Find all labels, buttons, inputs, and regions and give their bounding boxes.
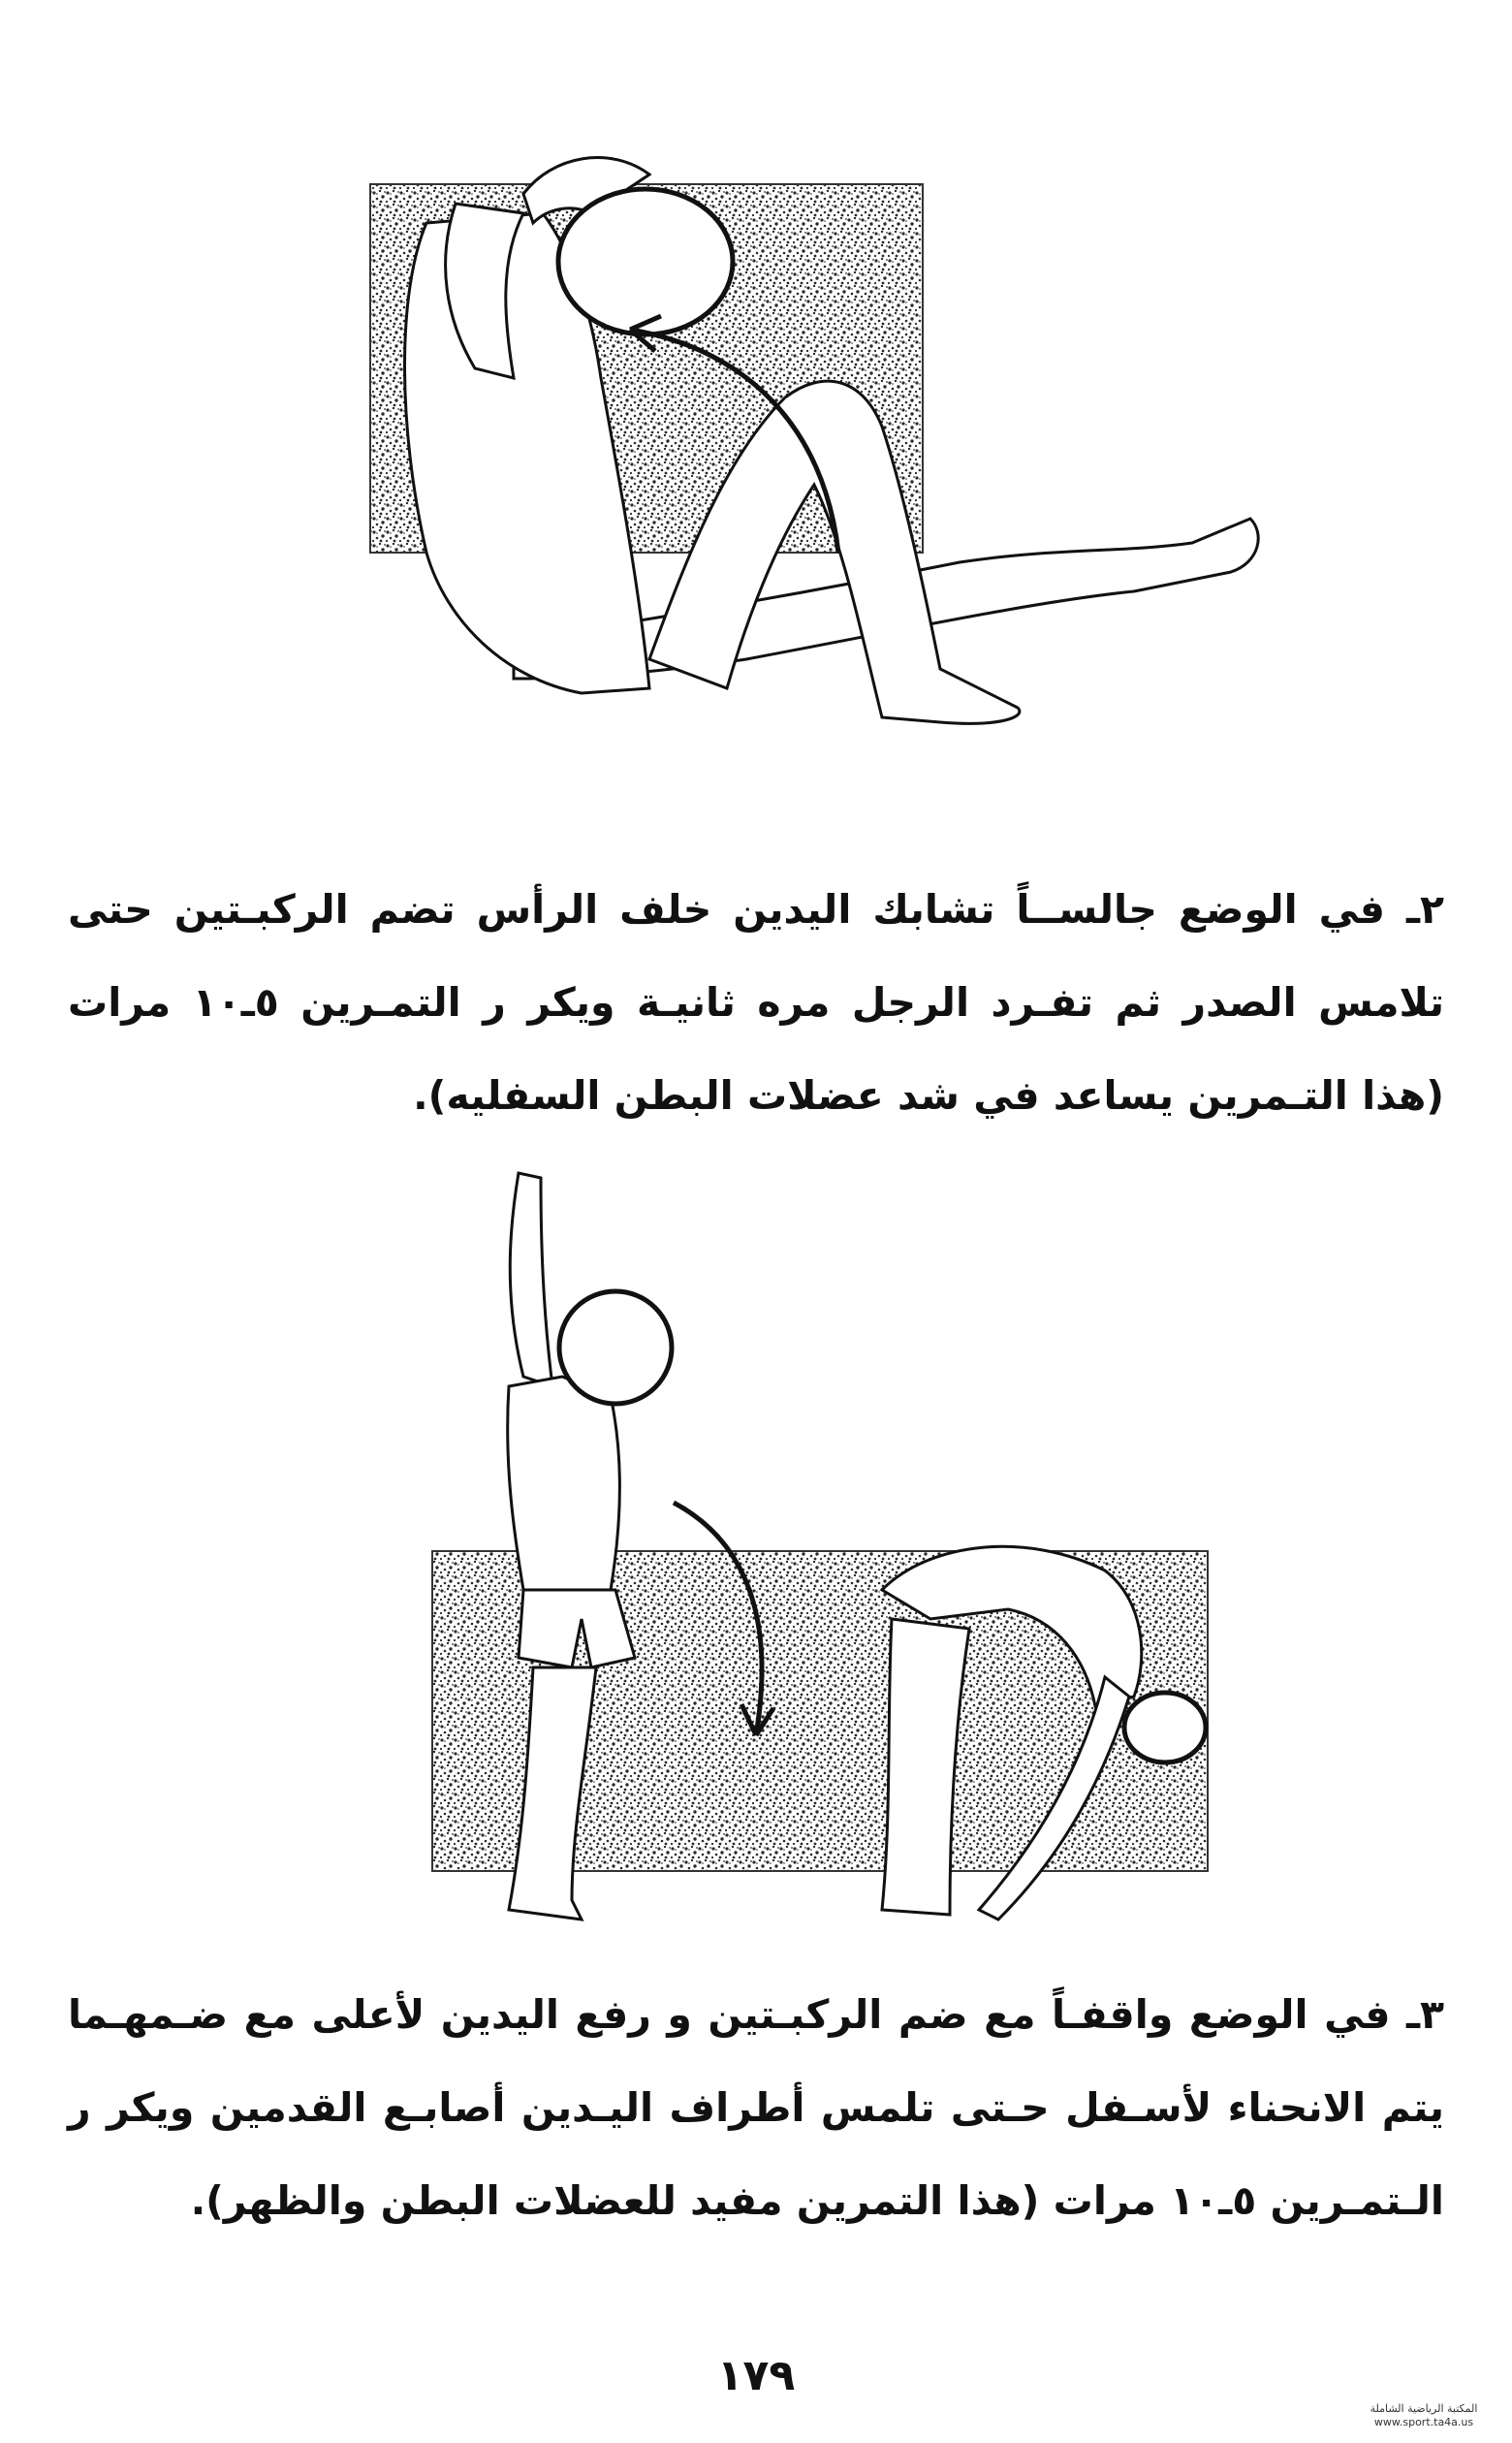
page-number: ١٧٩	[716, 2351, 796, 2400]
head-blank	[558, 189, 733, 334]
head-blank	[559, 1291, 672, 1404]
watermark-line2: www.sport.ta4a.us	[1373, 2416, 1474, 2428]
head-blank	[1124, 1693, 1206, 1762]
watermark-line1: المكتبة الرياضية الشاملة	[1370, 2402, 1478, 2415]
illustration-situp	[359, 136, 1328, 756]
watermark	[1351, 2402, 1496, 2429]
standing-figure-torso	[508, 1377, 620, 1590]
exercise-2-text: ٢ـ في الوضع جالســاً تشابك اليدين خلف الرأس تضم الركبـتين حتى تلامس الصدر ثم تفـرد الرجل مره ثانيـة ويكر ر التمـرين ٥ـ١٠ مرات (هذا التـمرين يساعد في شد عضلات البطن السفليه).	[68, 886, 1444, 1119]
exercise-3-text: ٣ـ في الوضع واقفـاً مع ضم الركبـتين و رفع اليدين لأعلى مع ضـمهـما يتم الانحناء لأسـفل حـتى تلمس أطراف اليـدين أصابـع القدمين ويكر ر الـتمـرين ٥ـ١٠ مرات (هذا التمرين مفيد للعضلات البطن والظهر).	[68, 1991, 1444, 2224]
standing-figure-arm	[510, 1173, 552, 1386]
illustration-toe-touch	[426, 1154, 1231, 1968]
